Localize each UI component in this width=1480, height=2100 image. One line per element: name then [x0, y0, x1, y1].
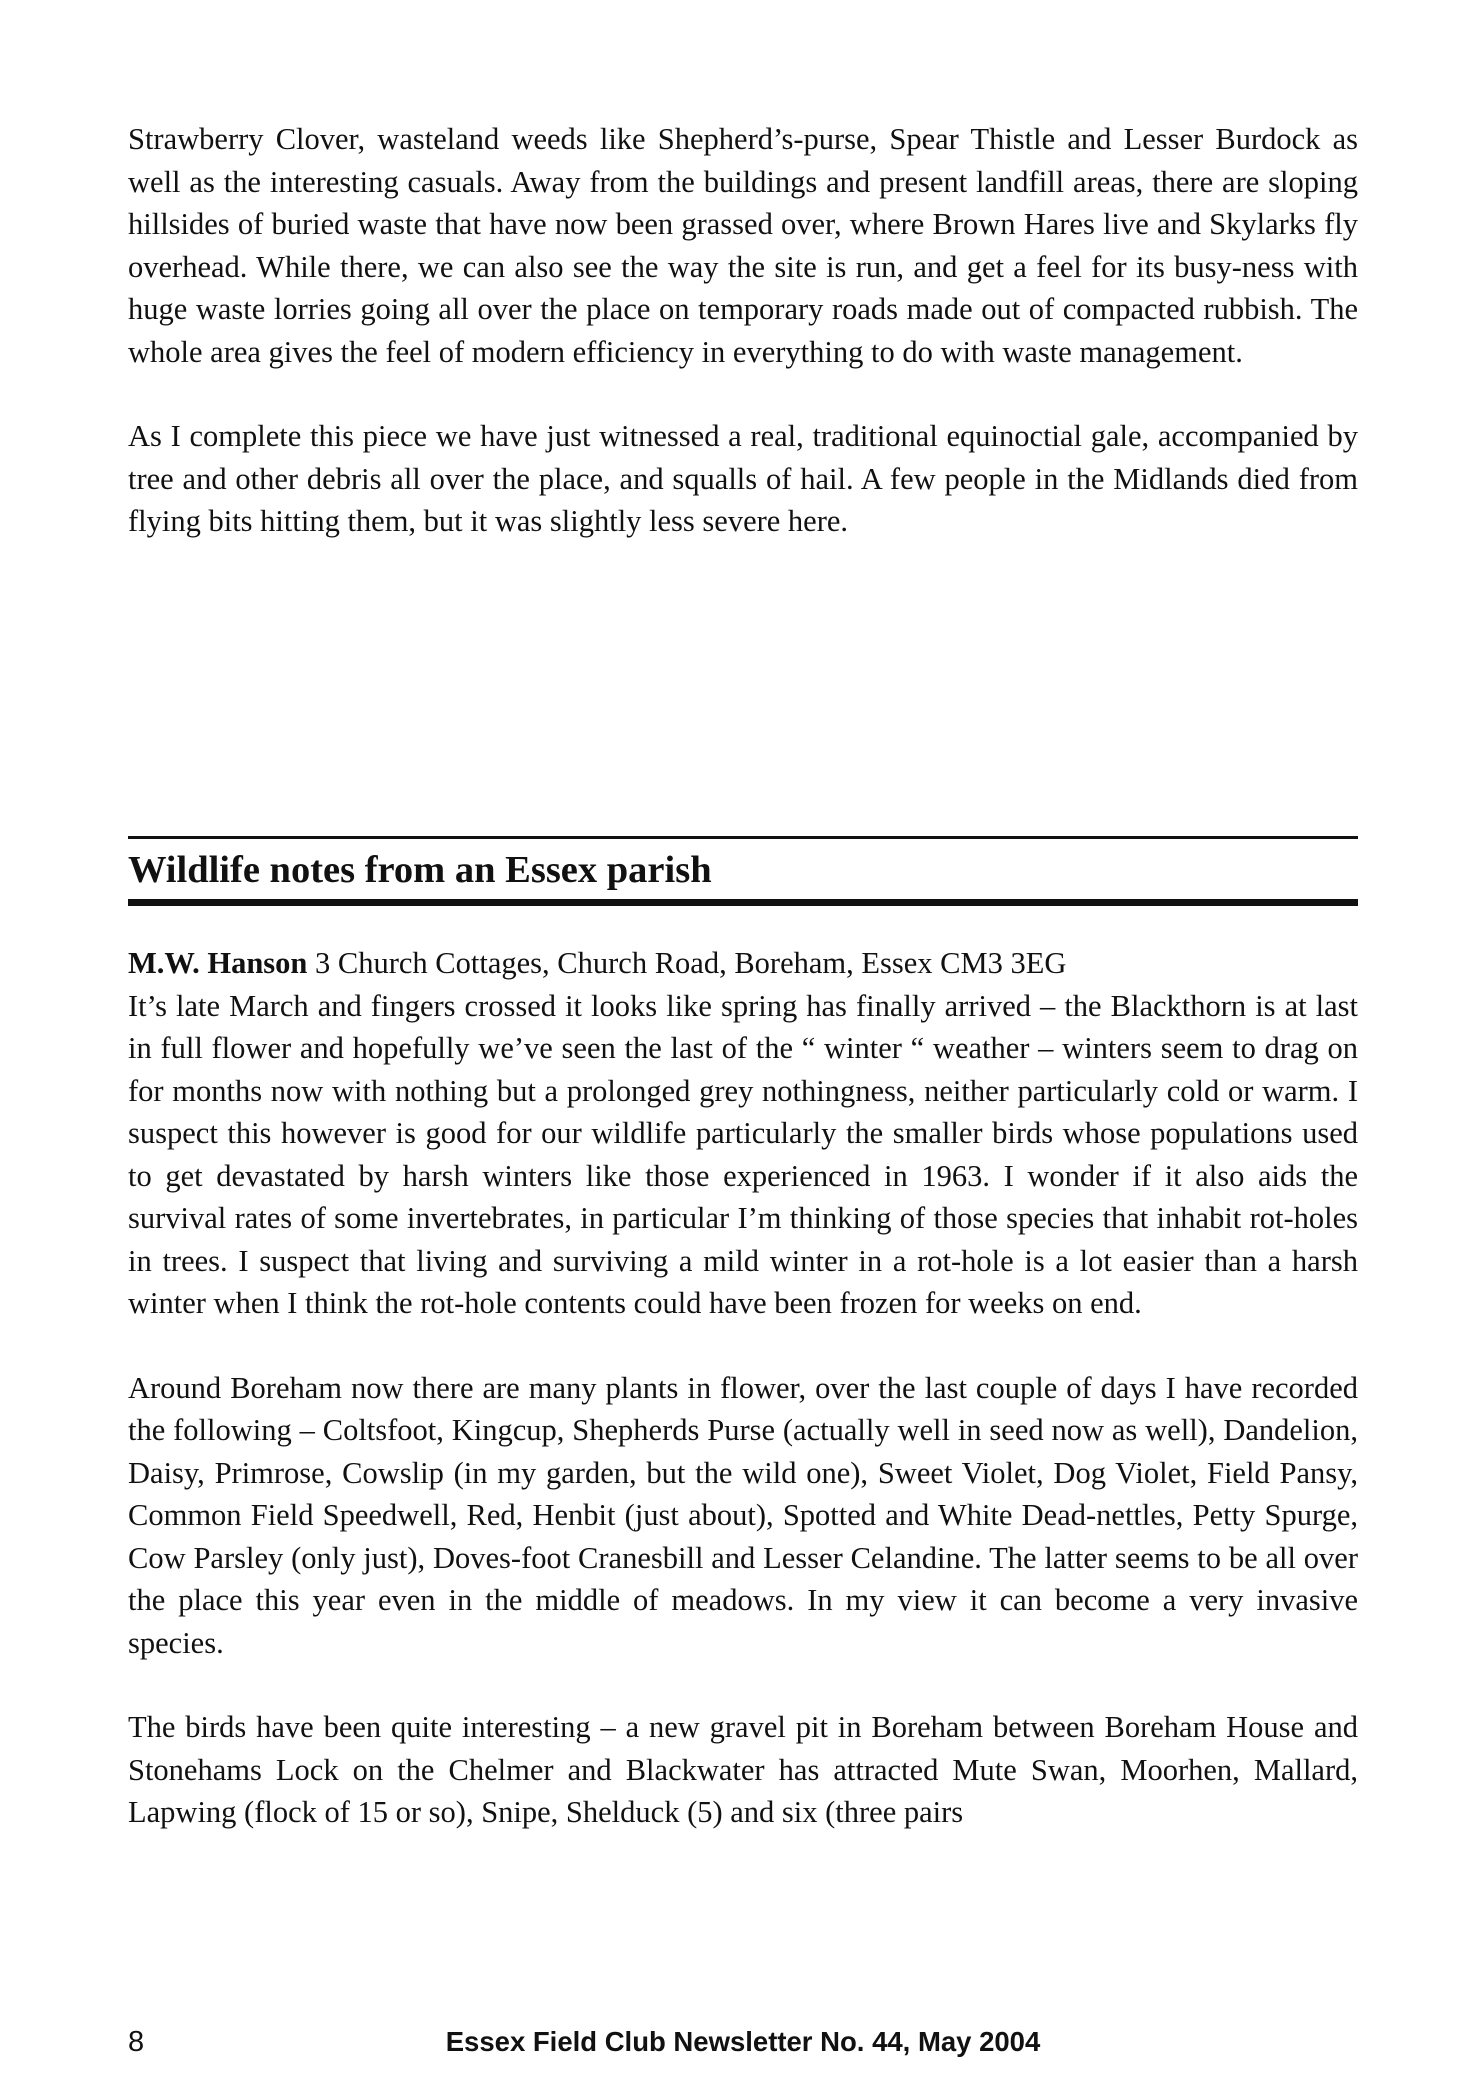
paragraph-spacer	[128, 373, 1358, 415]
title-rule-bottom	[128, 899, 1358, 906]
publication-title: Essex Field Club Newsletter No. 44, May 2004	[445, 2026, 1041, 2057]
page-footer	[128, 2022, 1358, 2062]
paragraph: Strawberry Clover, wasteland weeds like Shepherd’s-purse, Spear Thistle and Lesser Burdock as well as the interesting casuals. Away from the buildings and present landfill areas, there are sloping hillsides of buried waste that have now been grassed over, where Brown Hares live and Skylarks fly overhead. While there, we can also see the way the site is run, and get a feel for its busy-ness with huge waste lorries going all over the place on temporary roads made out of compacted rubbish. The whole area gives the feel of modern efficiency in everything to do with waste management.	[128, 122, 1358, 369]
page-number: 8	[128, 2026, 145, 2058]
article-section	[128, 836, 1358, 1834]
author-name: M.W. Hanson	[128, 946, 308, 980]
top-continuation-text	[128, 118, 1358, 543]
paragraph: As I complete this piece we have just witnessed a real, traditional equinoctial gale, accompanied by tree and other debris all over the place, and squalls of hail. A few people in the Midlands died from flying bits hitting them, but it was slightly less severe here.	[128, 419, 1358, 538]
paragraph: Around Boreham now there are many plants in flower, over the last couple of days I have recorded the following – Coltsfoot, Kingcup, Shepherds Purse (actually well in seed now as well), Dandelion, Daisy, Primrose, Cowslip (in my garden, but the wild one), Sweet Violet, Dog Violet, Field Pansy, Common Field Speedwell, Red, Henbit (just about), Spotted and White Dead-nettles, Petty Spurge, Cow Parsley (only just), Doves-foot Cranesbill and Lesser Celandine. The latter seems to be all over the place this year even in the middle of meadows. In my view it can become a very invasive species.	[128, 1370, 1358, 1660]
paragraph: It’s late March and fingers crossed it looks like spring has finally arrived – the Blackthorn is at last in full flower and hopefully we’ve seen the last of the “ winter “ weather – winters seem to drag on for months now with nothing but a prolonged grey nothingness, neither particularly cold or warm. I suspect this however is good for our wildlife particularly the smaller birds whose populations used to get devastated by harsh winters like those experienced in 1963. I wonder if it also aids the survival rates of some invertebrates, in particular I’m thinking of those species that inhabit rot-holes in trees. I suspect that living and surviving a mild winter in a rot-hole is a lot easier than a harsh winter when I think the rot-hole contents could have been frozen for weeks on end.	[128, 988, 1358, 1320]
author-line	[128, 942, 1358, 985]
paragraph-spacer	[128, 1664, 1358, 1706]
paragraph-spacer	[128, 1325, 1358, 1367]
author-address: 3 Church Cottages, Church Road, Boreham, Essex CM3 3EG	[307, 946, 1067, 980]
paragraph: The birds have been quite interesting – a new gravel pit in Boreham between Boreham House and Stonehams Lock on the Chelmer and Blackwater has attracted Mute Swan, Moorhen, Mallard, Lapwing (flock of 15 or so), Snipe, Shelduck (5) and six (three pairs	[128, 1710, 1358, 1829]
article-title: Wildlife notes from an Essex parish	[128, 849, 712, 891]
